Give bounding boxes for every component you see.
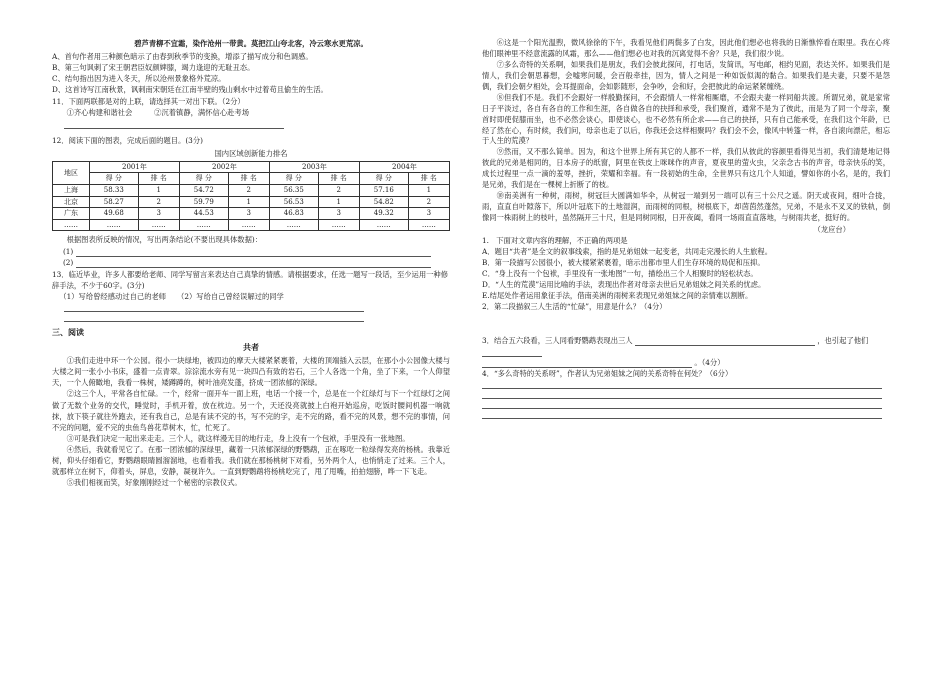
subheader-score: 得 分: [269, 173, 318, 185]
article-paragraph: ④然后，我就看见它了。在那一团浓郁的深绿里，藏着一只浓郁深绿的野鹦鹉，正在啄吃一粒绿得发亮的杨桃。我靠近树，仰头仔细看它，野鹦鹉眼睛圆溜溜地，也看着我。我们就在那杨桃树下对看，另外两个人，也悄悄走了过来。三个人，就那样立在树下，仰着头，屏息，安静，凝视许久。一直到野鹦鹉将杨桃吃完了，甩了甩嘴，拍拍翅膀，哗一下飞走。: [52, 444, 450, 477]
question-11-options: ①齐心构建和谐社会 ②沉着镇静，满怀信心赴考场: [66, 108, 250, 118]
table-cell: 58.33: [89, 184, 138, 196]
question-12: 12．阅读下面的图表，完成后面的题目。(3分): [52, 135, 203, 145]
question-12-prompt: 根据图表所反映的情况，写出两条结论(不要出现具体数据)：: [66, 235, 263, 245]
table-row: [53, 208, 450, 220]
table-cell: 广东: [53, 208, 90, 220]
question-13-options: （1）写给曾经感动过自己的老师 （2）写给自己曾经误解过的同学: [59, 291, 284, 301]
table-cell: ……: [408, 219, 449, 231]
table-header-row: [53, 161, 450, 173]
table-cell: 49.32: [359, 208, 408, 220]
table-cell: 2: [138, 196, 179, 208]
table-cell: 59.79: [179, 196, 228, 208]
question-1-option-e: E.结尾处作者运用象征手法，借南美洲的雨树来表现兄弟姐妹之间的亲情难以割断。: [482, 291, 753, 301]
article-paragraph: ⑥这是一个阳光温煦，微风徐徐的下午，我看见他们两鬓多了白发，因此他们想必也将我的日渐憔悴看在眼里。我在心疼他们眼神里不经意流露的风霜，那么——他们想必也对我的沉离觉得不舍？只是，我们很少说。: [482, 38, 890, 58]
table-title: 国内区域创新能力排名: [214, 148, 288, 158]
question-1-option-a: A．题目“共者”是全文的叙事线索，指的是兄弟姐妹一起变老，共同走完漫长的人生旅程。: [482, 247, 773, 257]
table-cell: 2: [318, 184, 359, 196]
question-3-part-1: 3．结合五六段看，三人同看野鹦鹉表现出三人: [482, 335, 633, 345]
article-paragraph: ⑤我们相视而笑，好象刚刚经过一个秘密的宗教仪式。: [66, 478, 242, 488]
option-a: A、首句作者用三种颜色暗示了由春到秋季节的变换，增添了描写成分和色调感。: [52, 52, 313, 62]
question-1-option-b: B．第一段描写公园很小，被大楼紧紧裹着，暗示出都市里人们生存环境的局促和压抑。: [482, 258, 765, 268]
table-cell: 56.53: [269, 196, 318, 208]
table-header-region: 地区: [53, 161, 90, 184]
question-3-part-3: 。（4分）: [694, 357, 725, 367]
table-cell: 3: [408, 208, 449, 220]
table-cell: 3: [228, 208, 269, 220]
question-4: 4．“多么奇特的关系呀”，作者认为兄弟姐妹之间的关系奇特在何处？（6分）: [482, 368, 733, 378]
table-cell: 1: [228, 196, 269, 208]
question-1-option-d: D．“人生的荒漠”运用比喻的手法，表现出作者对母亲去世后兄弟姐妹之间关系的忧虑。: [482, 280, 766, 290]
table-cell: ……: [269, 219, 318, 231]
table-cell: 54.82: [359, 196, 408, 208]
article-paragraph: ②这三个人，平常各自忙碌。一个，经常一面开车一面上班，电话一个接一个，总是在一个红绿灯与下一个红绿灯之间做了无数个业务的交代，睡觉时，手机开着，放在枕边。另一个，天还没亮就披上白袍开始巡房，吃饭时腰间机器一响就抹，放下筷子就往外跑去，还有我自己，总是有读不完的书，写不完的字，走不完的路，看不完的风景，想不完的事情，问不完的问题，爱不完的虫鱼鸟兽花草树木，忙，忙死了。: [52, 389, 450, 432]
table-cell: 3: [318, 208, 359, 220]
article-paragraph: ⑨然而，又不那么简单。因为，和这个世界上所有其它的人都不一样，我们从彼此的容颜里看得见当初，我们清楚地记得彼此的兄弟是相同的，日本房子的纸窗，阿里在铁皮上咪咪作的声音，夏夜里的萤火虫，父亲念古书的声音，母亲快乐的笑，成长过程里一点一滴的羞辱，挫折，荣耀和幸福。有一段初始的生命，全世界只有这几个人知道，譬如你的小名，是的，我们是兄弟，我们是在一棵树上折断了的枝。: [482, 147, 890, 190]
answer-line-4-3[interactable]: [482, 399, 882, 409]
answer-line-11[interactable]: [64, 119, 284, 129]
table-header-year: 2001年: [89, 161, 179, 173]
table-cell: 46.83: [269, 208, 318, 220]
table-header-year: 2004年: [359, 161, 449, 173]
table-cell: 1: [318, 196, 359, 208]
subheader-rank: 排 名: [318, 173, 359, 185]
table-cell: ……: [53, 219, 90, 231]
question-13: 13．临近毕业，许多人都要给老师、同学写留言来表达自己真挚的情感。请根据要求，任选一题写一段话，至少运用一种修辞手法，不少于60字。(3分): [52, 269, 449, 290]
table-cell: 44.53: [179, 208, 228, 220]
table-row: [53, 184, 450, 196]
subheader-rank: 排 名: [408, 173, 449, 185]
question-2: 2．第二段描叙三人生活的“忙碌”，用意是什么？（4分）: [482, 302, 667, 312]
article-paragraph: ⑦多么奇特的关系啊，如果我们是朋友，我们会彼此探问，打电话，发简讯，写电邮，相约见面，表达关怀。如果我们是情人，我们会朝思暮想，会嘘寒问暖，会百般牵挂，因为，情人之间是一种如饭似渴的黏合。如果我们是夫妻，只要不是怨偶，我们会朝夕相处，会耳提面命，会如影随形，会争吵，会和好，会把彼此的命运紧紧缠绕。: [482, 59, 890, 91]
answer-line-4-2[interactable]: [482, 389, 882, 399]
answer-line-4-1[interactable]: [482, 379, 882, 389]
article-source: （龙应台）: [813, 224, 850, 234]
answer-label-2: (2): [62, 257, 74, 267]
table-subheader-row: [53, 173, 450, 185]
table-cell: 3: [138, 208, 179, 220]
table-cell: ……: [179, 219, 228, 231]
table-cell: ……: [89, 219, 138, 231]
article-title: 共者: [243, 342, 259, 353]
table-row: [53, 196, 450, 208]
left-column: [52, 38, 450, 488]
table-cell: 49.68: [89, 208, 138, 220]
table-header-year: 2002年: [179, 161, 269, 173]
table-cell: 1: [138, 184, 179, 196]
table-cell: ……: [228, 219, 269, 231]
answer-line-13-1[interactable]: [64, 302, 364, 312]
article-paragraph: ①我们走进中环一个公园。很小一块绿地，被四边的摩天大楼紧紧裹着，大楼的顶端插入云层，在那小小公园像大楼与大楼之间一张小小书床，盛着一点青翠。淙淙流水旁有见一块四凸有致的岩石，三个人各选一个角，坐了下来，一个人仰望天，一个人俯瞰地，我看一株树，矮蹲蹲的，树叶油亮发蓬，挤成一团浓郁的深绿。: [52, 356, 450, 388]
table-cell: 58.27: [89, 196, 138, 208]
section-heading: 三、阅读: [52, 326, 84, 337]
table-header-year: 2003年: [269, 161, 359, 173]
subheader-rank: 排 名: [228, 173, 269, 185]
question-1: 1. 下面对文章内容的理解，不正确的两项是: [482, 236, 628, 246]
answer-line-4-4[interactable]: [482, 409, 882, 419]
table-cell: ……: [138, 219, 179, 231]
table-row: [53, 219, 450, 231]
answer-label-1: (1): [62, 246, 74, 256]
table-cell: ……: [318, 219, 359, 231]
table-cell: 1: [408, 184, 449, 196]
table-cell: ……: [359, 219, 408, 231]
ranking-table: [52, 161, 450, 232]
subheader-score: 得 分: [359, 173, 408, 185]
option-d: D、这首诗写江南秋景，讽刺南宋朝廷在江南半壁的残山剩水中过着苟且偷生的生活。: [52, 85, 328, 95]
table-cell: 上海: [53, 184, 90, 196]
table-cell: 2: [228, 184, 269, 196]
poem-line: 碧芦青柳不宜霜，染作沧州一带黄。莫把江山夸北客，冷云寒水更荒凉。: [134, 39, 368, 48]
subheader-rank: 排 名: [138, 173, 179, 185]
table-cell: 2: [408, 196, 449, 208]
table-cell: 56.35: [269, 184, 318, 196]
option-c: C、结句指出因为进入冬天，所以沧州景象格外荒凉。: [52, 74, 226, 84]
subheader-score: 得 分: [89, 173, 138, 185]
table-cell: 57.16: [359, 184, 408, 196]
question-11: 11．下面两联都是对的上联，请选择其一对出下联。（2分）: [52, 97, 245, 107]
question-3-part-2: ，也引起了他们: [817, 335, 869, 345]
subheader-score: 得 分: [179, 173, 228, 185]
answer-line-13-2[interactable]: [64, 312, 364, 322]
answer-line-12-2[interactable]: [76, 267, 431, 268]
option-b: B、第三句讽刺了宋王朝君臣奴颜婢膝，竭力逢迎的无耻丑态。: [52, 63, 255, 73]
answer-blank-3-1[interactable]: [635, 345, 815, 346]
article-paragraph: ③可是我们决定一起出来走走。三个人，就这样漫无目的地行走，身上没有一个包袱，手里没有一张地图。: [66, 433, 410, 443]
article-paragraph: ⑧但我们不是。我们不会跟好一样殷勤探问，不会跟情人一样常相厮磨，不会跟夫妻一样同船共渡。所谓兄弟，就是家常日子平淡过，各自有各自的工作和生涯，各自做各自的抉择和承受，我们聚首，通常不是为了彼此，而是为了同一个母亲，聚首时即使促膝而坐，也不必然会谈心，即使谈心，也不必然有所企求——自己的抉择，只有自己能承受，在我们这个年龄，已经了然在心，有时候，我们问，母亲也走了以后，你我还会这样相聚吗？我们会不会，像风中转篷一样，各自滚向漂茫，相忘于人生的荒漠？: [482, 92, 890, 146]
question-1-option-c: C．“身上没有一个包袱，手里没有一张地图”一句，描绘出三个人相聚时的轻松状态。: [482, 269, 758, 279]
right-column: [482, 38, 890, 419]
article-paragraph: ⑩南美洲有一种树，雨树，树冠巨大圆满如华伞，从树冠一端到另一端可以有三十公尺之遥。阴天或夜间，细叶合拢，雨，直直自叶隙落下，所以叶冠底下的土地湿润，而雨树的同根，树根底下，却茵茵然蓬然，兄弟，不是永不叉叉的铁轨，倒像同一株雨树上的枝叶，虽然隔开三十尺，但是同树同根，日开夜阖，看同一场雨直直落地，与树雨共老，挺好的。: [482, 191, 890, 222]
table-cell: 北京: [53, 196, 90, 208]
table-cell: 54.72: [179, 184, 228, 196]
